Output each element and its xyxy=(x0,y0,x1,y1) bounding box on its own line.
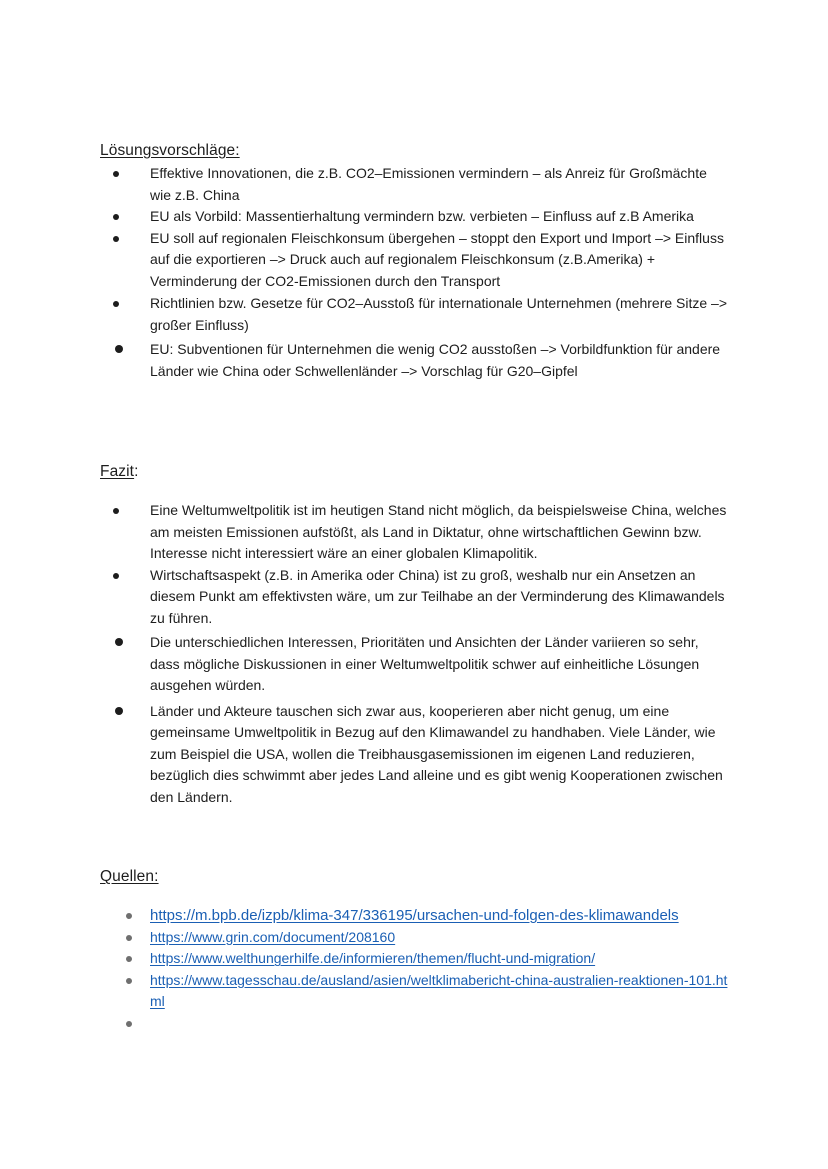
list-item xyxy=(0,228,730,293)
heading-fazit-colon: : xyxy=(134,463,139,480)
list-item xyxy=(0,905,730,927)
bullet-icon xyxy=(115,345,123,353)
list-item-text: EU: Subventionen für Unternehmen die wenig CO2 ausstoßen –> Vorbildfunktion für andere Länder wie China oder Schwellenländer –> Vorschlag für G20–Gipfel xyxy=(150,341,721,379)
source-link[interactable]: https://www.welthungerhilfe.de/informieren/themen/flucht-und-migration/ xyxy=(150,950,596,966)
list-item-text: EU als Vorbild: Massentierhaltung vermindern bzw. verbieten – Einfluss auf z.B Amerika xyxy=(150,208,694,224)
heading-loesungsvorschlaege: Lösungsvorschläge: xyxy=(100,142,240,159)
list-item-text: EU soll auf regionalen Fleischkonsum übergehen – stoppt den Export und Import –> Einfluss auf die exportieren –> Druck auch auf regionalem Fleischkonsum (z.B.Amerika) + Verminderung der CO2-Emissionen durch den Transport xyxy=(150,229,724,289)
heading-fazit-text: Fazit xyxy=(100,463,135,480)
list-item-text: Richtlinien bzw. Gesetze für CO2–Ausstoß für internationale Unternehmen (mehrere Sitze –> großer Einfluss) xyxy=(150,295,728,333)
list-item xyxy=(0,500,730,565)
list-item xyxy=(0,206,730,228)
list-item-text: Eine Weltumweltpolitik ist im heutigen Stand nicht möglich, da beispielsweise China, welches am meisten Emissionen aufstößt, als Land in Diktatur, ohne wirtschaftlichen Gewinn bzw. Interesse nicht interessiert wäre an einer globalen Klimapolitik. xyxy=(150,502,727,561)
list-item xyxy=(0,927,730,949)
bullet-icon xyxy=(113,301,119,307)
bullet-icon xyxy=(113,214,119,220)
list-item-text: Länder und Akteure tauschen sich zwar aus, kooperieren aber nicht genug, um eine gemeinsame Umweltpolitik in Bezug auf den Klimawandel zu handhaben. Viele Länder, wie zum Beispiel die USA, wollen die Treibhausgasemissionen im eigenen Land reduzieren, bezüglich dies schwimmt aber jedes Land alleine und es gibt wenig Kooperationen zwischen den Ländern. xyxy=(150,702,723,805)
list-item xyxy=(0,293,730,336)
list-item-text: Effektive Innovationen, die z.B. CO2–Emissionen vermindern – als Anreiz für Großmächte wie z.B. China xyxy=(150,165,707,203)
list-item xyxy=(0,948,730,970)
source-link[interactable]: https://www.tagesschau.de/ausland/asien/weltklimabericht-china-australien-reaktionen-101.html xyxy=(150,971,728,1009)
list-item xyxy=(0,970,730,1013)
list-item-text: Wirtschaftsaspekt (z.B. in Amerika oder China) ist zu groß, weshalb nur ein Ansetzen an diesem Punkt am effektivsten wäre, um zur Teilhabe an der Verminderung des Klimawandels zu führen. xyxy=(150,566,725,626)
bullet-icon xyxy=(126,978,132,984)
list-loesungsvorschlaege xyxy=(0,163,828,382)
list-item xyxy=(0,632,730,697)
bullet-icon xyxy=(113,236,119,242)
list-item-text: Die unterschiedlichen Interessen, Prioritäten und Ansichten der Länder variieren so sehr, dass mögliche Diskussionen in einer Weltumweltpolitik schwer auf einheitliche Lösungen ausgehen würden. xyxy=(150,634,700,693)
list-item xyxy=(0,565,730,630)
bullet-icon xyxy=(126,913,132,919)
list-item xyxy=(0,1013,730,1035)
bullet-icon xyxy=(115,638,123,646)
heading-fazit xyxy=(100,463,139,481)
bullet-icon xyxy=(113,171,119,177)
bullet-icon xyxy=(126,1021,132,1027)
list-item xyxy=(0,339,730,382)
bullet-icon xyxy=(126,935,132,941)
bullet-icon xyxy=(113,573,119,579)
bullet-icon xyxy=(113,508,119,514)
list-quellen xyxy=(0,905,828,1034)
list-fazit xyxy=(0,500,828,808)
heading-quellen: Quellen: xyxy=(100,868,159,885)
list-item xyxy=(0,701,730,809)
bullet-icon xyxy=(115,707,123,715)
list-item xyxy=(0,163,730,206)
bullet-icon xyxy=(126,956,132,962)
source-link[interactable]: https://www.grin.com/document/208160 xyxy=(150,928,396,945)
source-link[interactable]: https://m.bpb.de/izpb/klima-347/336195/ursachen-und-folgen-des-klimawandels xyxy=(150,907,679,924)
